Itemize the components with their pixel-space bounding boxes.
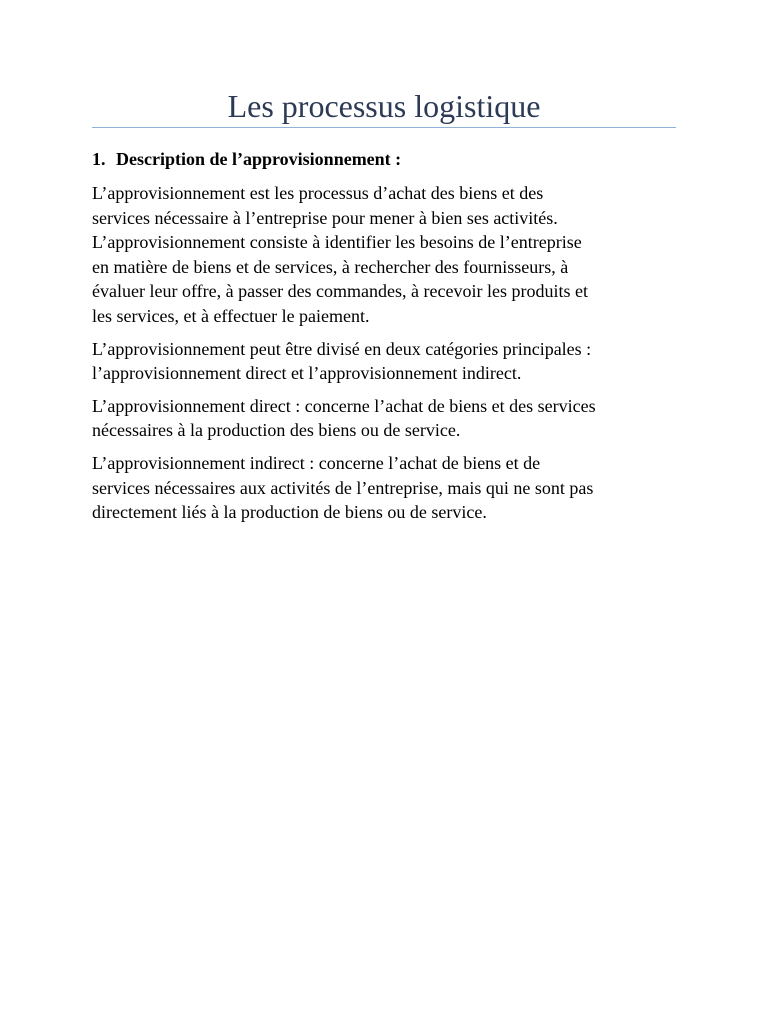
paragraph-definition bbox=[92, 181, 676, 329]
page-title: Les processus logistique bbox=[227, 88, 541, 124]
paragraph-line: les services, et à effectuer le paiement. bbox=[92, 305, 370, 326]
paragraph-line: L’approvisionnement consiste à identifier les besoins de l’entreprise bbox=[92, 232, 582, 253]
title-underline bbox=[92, 127, 676, 128]
document-body bbox=[92, 146, 676, 533]
section-heading-text: Description de l’approvisionnement : bbox=[116, 149, 402, 169]
paragraph-categories bbox=[92, 337, 676, 386]
paragraph-line: L’approvisionnement est les processus d’achat des biens et des bbox=[92, 183, 544, 203]
paragraph-line: évaluer leur offre, à passer des commandes, à recevoir les produits et bbox=[92, 281, 588, 302]
paragraph-line: nécessaires à la production des biens ou de service. bbox=[92, 420, 461, 441]
paragraph-line: services nécessaire à l’entreprise pour mener à bien ses activités. bbox=[92, 207, 558, 228]
paragraph-line: l’approvisionnement direct et l’approvisionnement indirect. bbox=[92, 363, 522, 384]
paragraph-direct bbox=[92, 394, 676, 443]
section-heading bbox=[92, 146, 676, 172]
paragraph-indirect bbox=[92, 451, 676, 525]
paragraph-line: en matière de biens et de services, à rechercher des fournisseurs, à bbox=[92, 256, 569, 277]
section-number: 1. bbox=[92, 149, 106, 169]
paragraph-line: services nécessaires aux activités de l’entreprise, mais qui ne sont pas bbox=[92, 477, 594, 498]
paragraph-line: L’approvisionnement indirect : concerne l’achat de biens et de bbox=[92, 452, 541, 473]
paragraph-line: L’approvisionnement direct : concerne l’achat de biens et des services bbox=[92, 395, 596, 416]
paragraph-line: L’approvisionnement peut être divisé en deux catégories principales : bbox=[92, 338, 592, 359]
paragraph-line: directement liés à la production de biens ou de service. bbox=[92, 502, 487, 523]
